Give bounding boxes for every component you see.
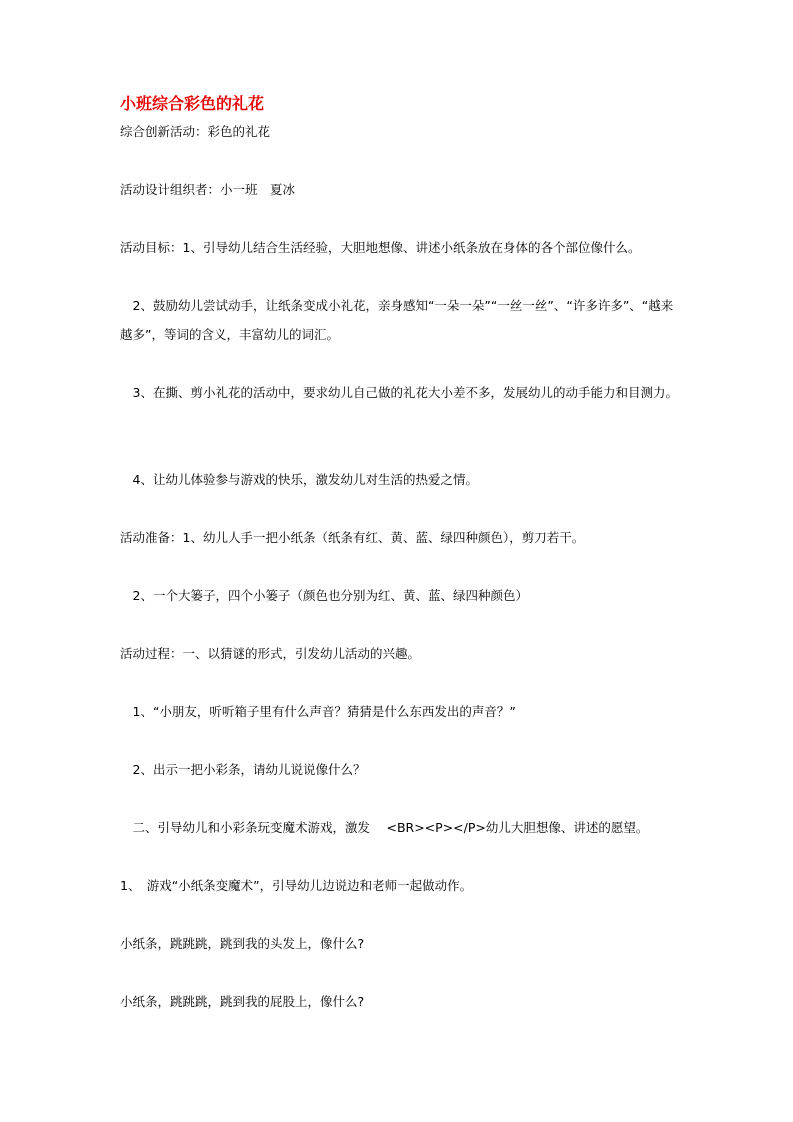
text-line: 二、引导幼儿和小彩条玩变魔术游戏，激发 <BR><P></P>幼儿大胆想像、讲述的愿望。 [120,820,649,835]
text-line: 综合创新活动：彩色的礼花 [120,124,271,139]
text-line: 2、一个大篓子，四个小篓子（颜色也分别为红、黄、蓝、绿四种颜色） [120,588,528,603]
text-line: 小纸条，跳跳跳，跳到我的屁股上，像什么? [120,994,365,1009]
text-line: 4、让幼儿体验参与游戏的快乐，激发幼儿对生活的热爱之情。 [120,472,478,487]
text-line: 1、“小朋友，听听箱子里有什么声音？猜猜是什么东西发出的声音？” [120,704,516,719]
text-line: 活动准备：1、幼儿人手一把小纸条（纸条有红、黄、蓝、绿四种颜色），剪刀若干。 [120,530,585,545]
text-line: 活动过程：一、以猜谜的形式，引发幼儿活动的兴趣。 [120,646,421,661]
text-line: 活动目标：1、引导幼儿结合生活经验，大胆地想像、讲述小纸条放在身体的各个部位像什么。 [120,240,641,255]
text-line: 2、出示一把小彩条，请幼儿说说像什么？ [120,762,366,777]
text-paragraph: 3、在撕、剪小礼花的活动中，要求幼儿自己做的礼花大小差不多，发展幼儿的动手能力和目测力。 [120,385,678,400]
text-line: 小纸条，跳跳跳，跳到我的头发上，像什么? [120,936,365,951]
document-title: 小班综合彩色的礼花 [120,94,265,113]
text-line: 1、 游戏“小纸条变魔术”，引导幼儿边说边和老师一起做动作。 [120,878,473,893]
text-paragraph: 2、鼓励幼儿尝试动手，让纸条变成小礼花，亲身感知“一朵一朵”“一丝一丝”、“许多许多”、“越来越多”，等词的含义，丰富幼儿的词汇。 [120,298,674,342]
text-line: 活动设计组织者：小一班 夏冰 [120,182,296,197]
